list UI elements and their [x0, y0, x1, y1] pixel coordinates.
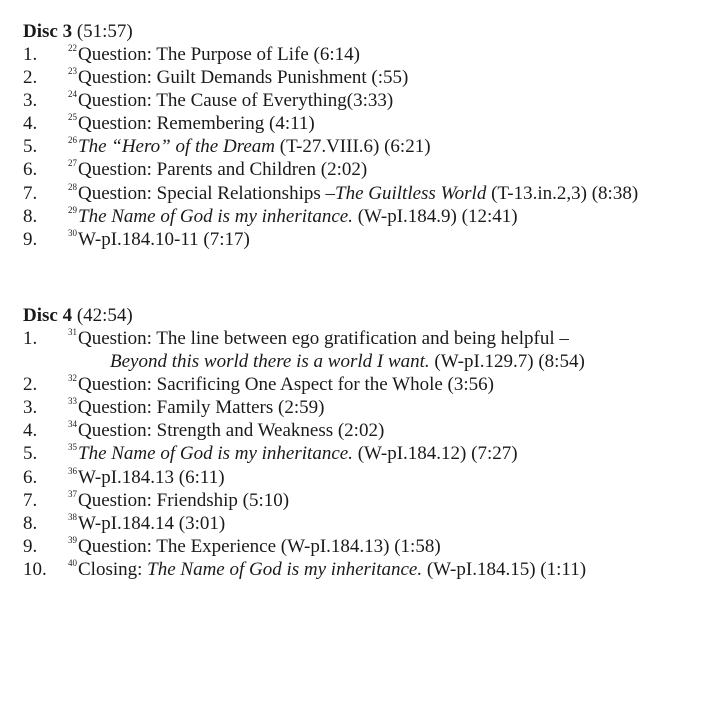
- track-number: 1.: [23, 44, 38, 65]
- track-index: 32: [68, 373, 77, 384]
- track-row: [0, 373, 720, 396]
- track-text: W-pI.184.10-11 (7:17): [78, 228, 250, 250]
- track-number: 4.: [23, 113, 38, 135]
- track-row: [0, 43, 720, 66]
- track-number: 9.: [23, 228, 38, 250]
- track-text: W-pI.184.14 (3:01): [78, 512, 226, 534]
- track-text: Question: Family Matters (2:59): [78, 397, 325, 419]
- track-reference: (W-pI.184.12) (7:27): [352, 443, 518, 465]
- track-text: Question: The Experience (W-pI.184.13) (1:58): [78, 535, 441, 557]
- track-number: 7.: [23, 182, 38, 204]
- track-row: [0, 466, 720, 489]
- track-title: [68, 558, 586, 584]
- track-number: 3.: [23, 397, 38, 419]
- disc-3-header: [23, 20, 720, 43]
- track-row: [0, 327, 720, 373]
- track-number: 3.: [23, 90, 38, 112]
- track-text: Question: Parents and Children (2:02): [78, 159, 368, 181]
- track-reference: (T-27.VIII.6) (6:21): [275, 136, 431, 158]
- track-index: 30: [68, 227, 77, 238]
- track-row: [0, 558, 720, 581]
- track-text: Question: Remembering (4:11): [78, 113, 315, 135]
- track-row: [0, 442, 720, 465]
- track-number: 9.: [23, 535, 38, 557]
- track-number: 10.: [23, 558, 47, 580]
- track-italic-text: The Name of God is my inheritance.: [147, 558, 423, 580]
- track-index: 38: [68, 511, 77, 522]
- track-italic-text: The “Hero” of the Dream: [78, 136, 276, 158]
- track-index: 22: [68, 43, 77, 53]
- track-number: 5.: [23, 443, 38, 465]
- track-row: [0, 419, 720, 442]
- track-index: 36: [68, 465, 77, 476]
- track-row: [0, 535, 720, 558]
- track-title: [68, 228, 250, 254]
- track-italic-text: Beyond this world there is a world I want.: [110, 351, 430, 373]
- disc-4-header: [23, 304, 720, 327]
- track-reference: (T-13.in.2,3) (8:38): [486, 182, 639, 204]
- track-index: 29: [68, 204, 77, 215]
- track-text: Question: Sacrificing One Aspect for the Whole (3:56): [78, 374, 494, 396]
- track-number: 5.: [23, 136, 38, 158]
- track-index: 33: [68, 396, 77, 407]
- track-text: W-pI.184.13 (6:11): [78, 466, 225, 488]
- track-row: [0, 205, 720, 228]
- track-text: Question: The Cause of Everything(3:33): [78, 90, 394, 112]
- track-text: Question: Guilt Demands Punishment (:55): [78, 67, 409, 89]
- track-number: 1.: [23, 328, 38, 349]
- track-text: Question: The line between ego gratification and being helpful –: [78, 328, 569, 349]
- track-row: [0, 182, 720, 205]
- track-index: 28: [68, 181, 77, 192]
- disc-title: Disc 4: [23, 305, 73, 326]
- track-text: Question: Special Relationships –: [78, 182, 336, 204]
- track-row: [0, 512, 720, 535]
- track-index: 27: [68, 158, 77, 169]
- track-number: 4.: [23, 420, 38, 442]
- track-text: Question: Strength and Weakness (2:02): [78, 420, 385, 442]
- track-index: 40: [68, 557, 77, 568]
- track-index: 35: [68, 442, 77, 453]
- track-number: 7.: [23, 489, 38, 511]
- track-row: [0, 489, 720, 512]
- track-text: Closing:: [78, 558, 148, 580]
- track-reference: (W-pI.129.7) (8:54): [429, 351, 585, 373]
- track-row: [0, 135, 720, 158]
- track-reference: (W-pI.184.9) (12:41): [352, 205, 518, 227]
- track-row: [0, 89, 720, 112]
- track-continuation: [110, 350, 585, 373]
- track-text: Question: Friendship (5:10): [78, 489, 290, 511]
- track-number: 6.: [23, 466, 38, 488]
- track-row: [0, 396, 720, 419]
- track-index: 25: [68, 112, 77, 123]
- track-italic-text: The Name of God is my inheritance.: [78, 443, 353, 465]
- track-reference: (W-pI.184.15) (1:11): [422, 558, 587, 580]
- track-number: 8.: [23, 205, 38, 227]
- track-index: 31: [68, 327, 77, 337]
- track-italic-text: The Name of God is my inheritance.: [78, 205, 353, 227]
- disc-title: Disc 3: [23, 21, 73, 42]
- track-index: 34: [68, 419, 77, 430]
- track-row: [0, 112, 720, 135]
- track-number: 6.: [23, 159, 38, 181]
- track-text: Question: The Purpose of Life (6:14): [78, 44, 360, 65]
- track-index: 37: [68, 488, 77, 499]
- disc-duration: (51:57): [76, 21, 133, 42]
- track-number: 8.: [23, 512, 38, 534]
- track-row: [0, 66, 720, 89]
- disc-3-section: [0, 20, 720, 251]
- track-index: 24: [68, 89, 77, 100]
- track-index: 26: [68, 135, 77, 146]
- track-row: [0, 228, 720, 251]
- disc-4-section: [0, 304, 720, 581]
- track-italic-text: The Guiltless World: [335, 182, 487, 204]
- track-number: 2.: [23, 374, 38, 396]
- disc-duration: (42:54): [76, 305, 133, 326]
- track-index: 39: [68, 534, 77, 545]
- track-index: 23: [68, 66, 77, 77]
- track-number: 2.: [23, 67, 38, 89]
- track-row: [0, 158, 720, 181]
